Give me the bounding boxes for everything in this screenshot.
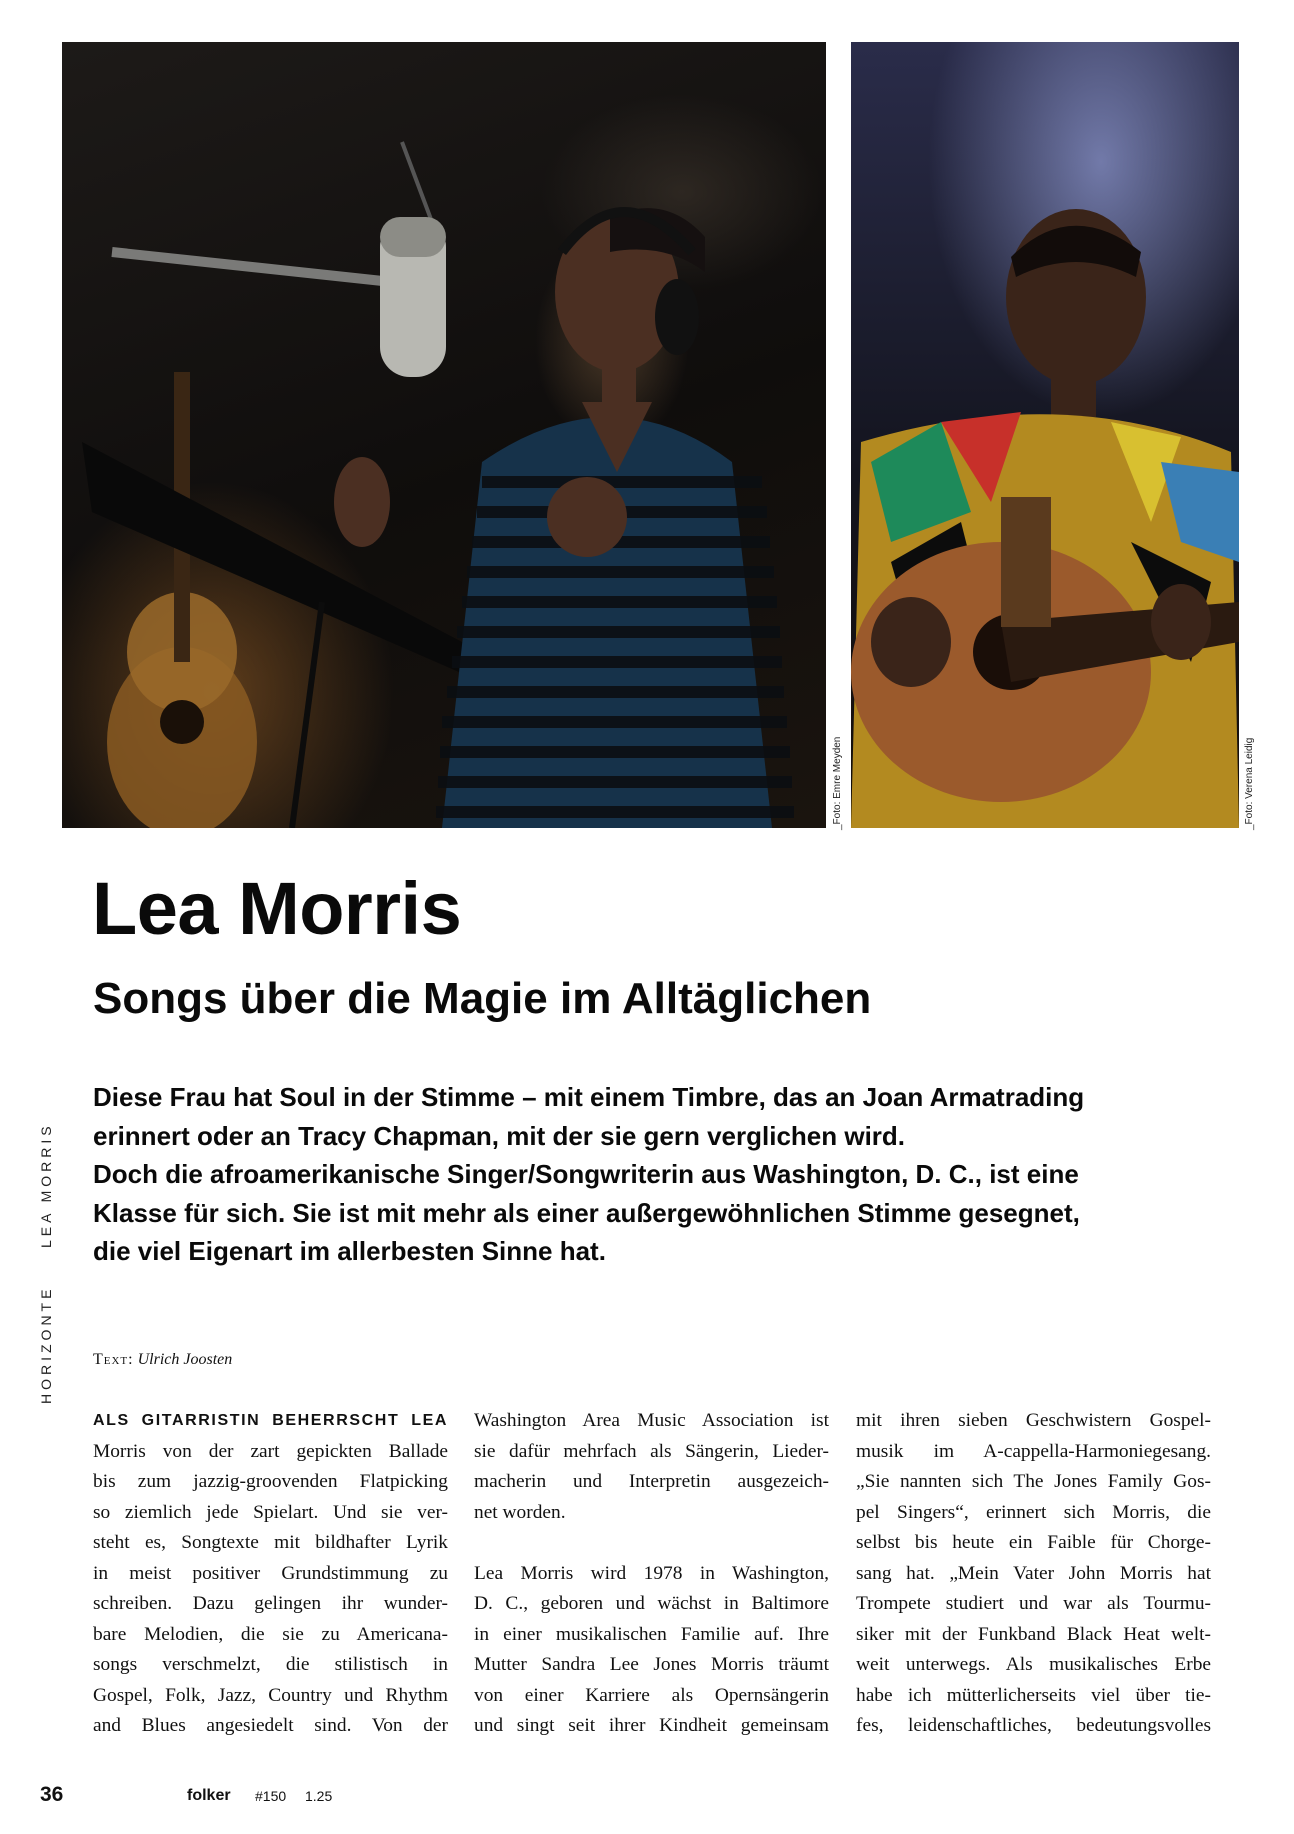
byline-author: Ulrich Joosten (137, 1351, 233, 1368)
body-line: macherin und Interpretin ausgezeich- (474, 1471, 829, 1492)
body-line: siker mit der Funkband Black Heat welt- (856, 1623, 1211, 1645)
body-line: „Sie nannten sich The Jones Family Gos- (856, 1471, 1211, 1492)
photo-credit-left: _Foto: Emre Meyden (832, 736, 843, 830)
lead-line: erinnert oder an Tracy Chapman, mit der sie gern verglichen wird. (93, 1120, 906, 1151)
body-line: pel Singers“, erinnert sich Morris, die (856, 1501, 1211, 1523)
lead-line: Klasse für sich. Sie ist mit mehr als einer außergewöhnlichen Stimme gesegnet, (93, 1197, 1080, 1228)
body-line: Mutter Sandra Lee Jones Morris träumt (474, 1654, 829, 1675)
body-column-2 (474, 1406, 829, 1742)
singer-at-microphone-photo (62, 42, 826, 828)
body-line: steht es, Songtexte mit bildhafter Lyrik (93, 1532, 448, 1553)
body-line: so ziemlich jede Spielart. Und sie ver- (93, 1501, 448, 1523)
stage-scene-illustration (851, 42, 1239, 828)
body-line: Gospel, Folk, Jazz, Country und Rhythm (93, 1684, 448, 1706)
body-line: von einer Karriere als Opernsängerin (474, 1684, 829, 1706)
page-footer (0, 1783, 1294, 1813)
body-line: in einer musikalischen Familie auf. Ihre (474, 1623, 829, 1645)
lead-line: die viel Eigenart im allerbesten Sinne hat. (93, 1236, 606, 1266)
body-line: Morris von der zart gepickten Ballade (93, 1440, 448, 1462)
byline-label: Text: (93, 1351, 134, 1368)
page-number: 36 (40, 1783, 64, 1806)
paragraph-gap (474, 1528, 829, 1559)
lead-line: Diese Frau hat Soul in der Stimme – mit einem Timbre, das an Joan Armatrading (93, 1082, 1085, 1112)
body-line: in meist positiver Grundstimmung zu (93, 1562, 448, 1584)
body-line: fes, leidenschaftliches, bedeutungsvolles (856, 1715, 1211, 1736)
body-column-1 (93, 1406, 448, 1742)
byline (93, 1351, 232, 1369)
body-line: songs verschmelzt, die stilistisch in (93, 1654, 448, 1675)
body-line: Washington Area Music Association ist (474, 1410, 829, 1431)
body-line: sang hat. „Mein Vater John Morris hat (856, 1562, 1211, 1584)
body-line: and Blues angesiedelt sind. Von der (93, 1715, 448, 1736)
body-line: bare Melodien, die sie zu Americana- (93, 1623, 448, 1645)
article-subtitle: Songs über die Magie im Alltäglichen (93, 974, 872, 1023)
article-lead (93, 1078, 1213, 1271)
body-line: Trompete studiert und war als Tourmu- (856, 1593, 1211, 1614)
body-line: weit unterwegs. Als musikalisches Erbe (856, 1654, 1211, 1675)
studio-scene-illustration (62, 42, 826, 828)
body-line: schreiben. Dazu gelingen ihr wunder- (93, 1593, 448, 1614)
section-label: LEA MORRIS (38, 1122, 54, 1248)
photo-credit-right: _Foto: Verena Leidig (1244, 737, 1255, 830)
body-line: net worden. (474, 1501, 566, 1523)
body-line: ALS GITARRISTIN BEHERRSCHT LEA (93, 1412, 448, 1429)
singer-with-guitar-photo (851, 42, 1239, 828)
body-line: sie dafür mehrfach als Sängerin, Lieder- (474, 1440, 829, 1462)
body-line: Lea Morris wird 1978 in Washington, (474, 1562, 829, 1584)
body-line: bis zum jazzig-groovenden Flatpicking (93, 1471, 448, 1492)
article-title: Lea Morris (92, 867, 462, 950)
lead-line: Doch die afroamerikanische Singer/Songwriterin aus Washington, D. C., ist eine (93, 1159, 1079, 1189)
category-label: HORIZONTE (38, 1285, 54, 1404)
issue-number: #150 (255, 1788, 287, 1804)
edition-label: 1.25 (305, 1788, 333, 1804)
body-line: habe ich mütterlicherseits viel über tie- (856, 1684, 1211, 1706)
body-line: und singt seit ihrer Kindheit gemeinsam (474, 1715, 829, 1736)
body-line: D. C., geboren und wächst in Baltimore (474, 1593, 829, 1614)
body-column-3 (856, 1406, 1211, 1742)
body-line: selbst bis heute ein Faible für Chorge- (856, 1532, 1211, 1553)
body-line: mit ihren sieben Geschwistern Gospel- (856, 1410, 1211, 1431)
magazine-name: folker (187, 1787, 231, 1804)
body-line: musik im A-cappella-Harmoniegesang. (856, 1440, 1211, 1462)
